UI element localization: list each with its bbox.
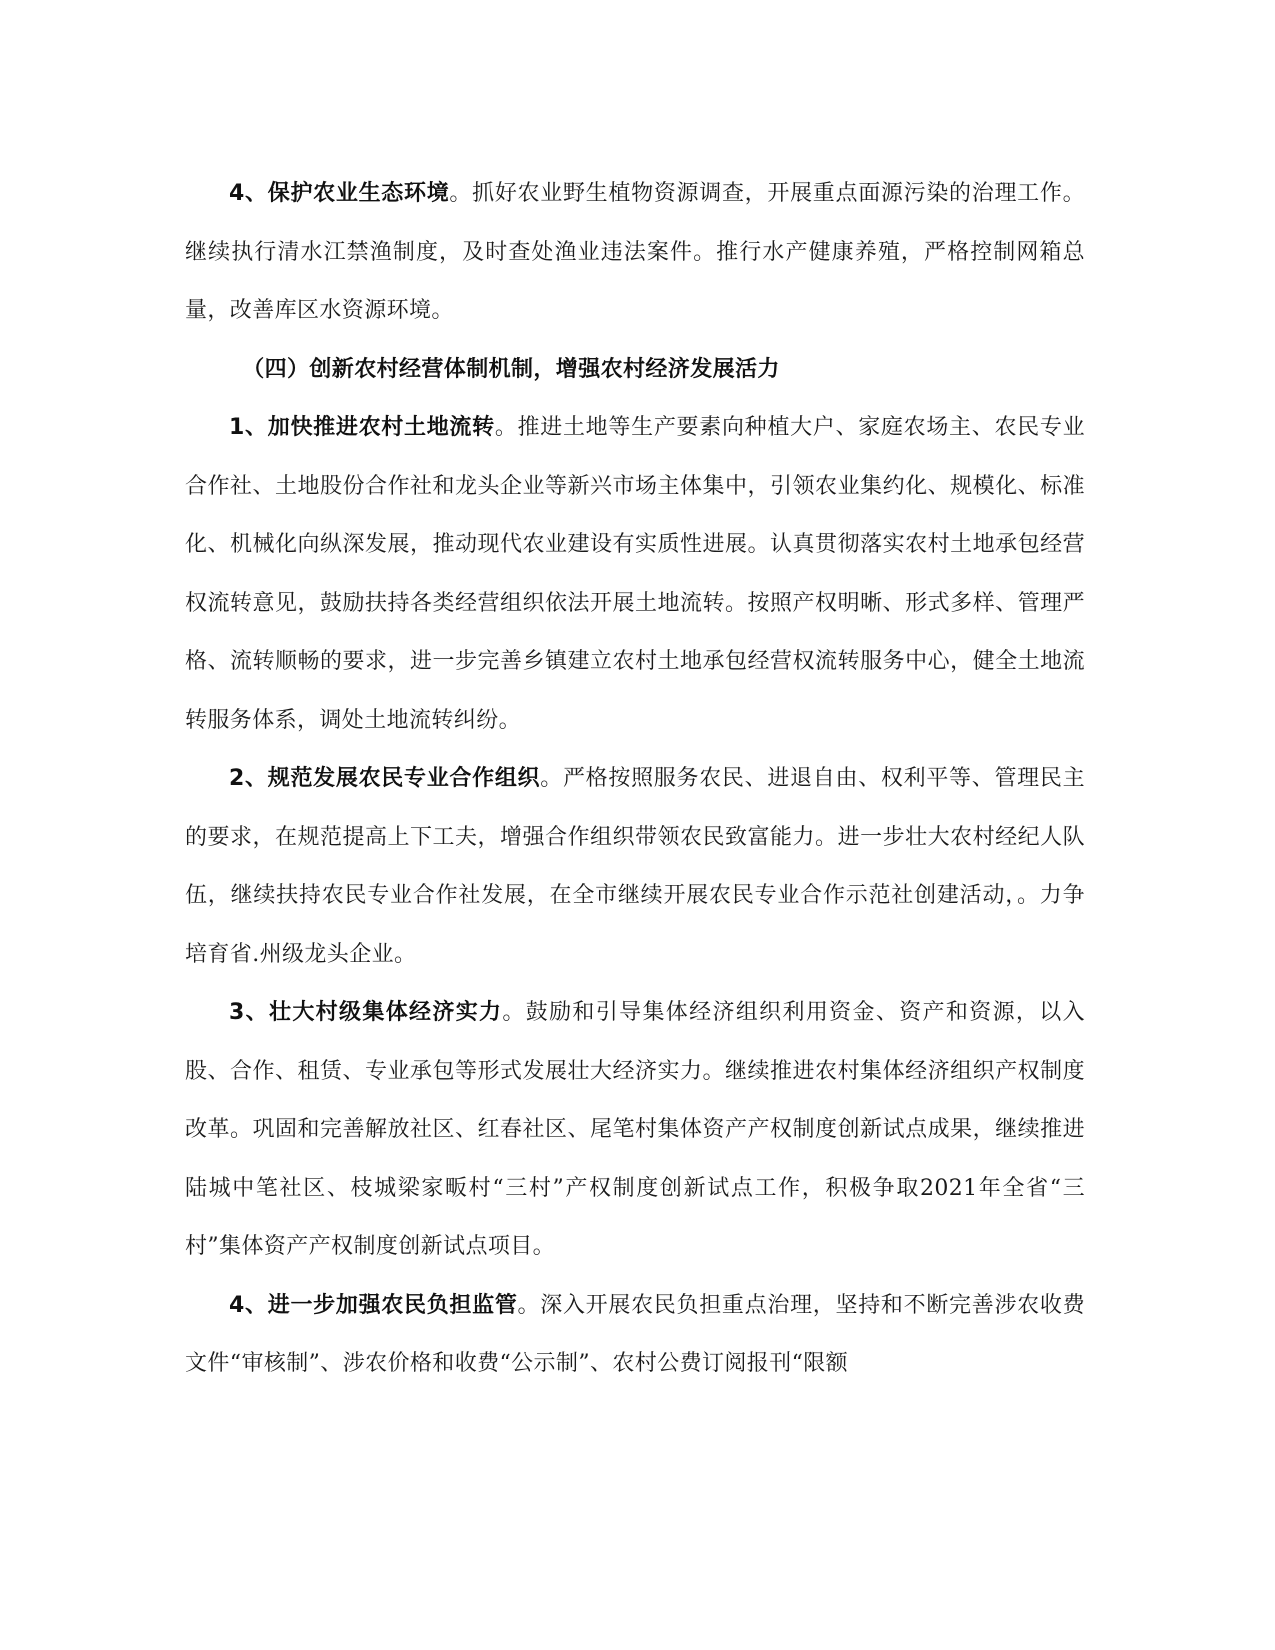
paragraph-text: 。深入开展农民负担重点治理，坚持和不断完善涉农收费文件“审核制”、涉农价格和收费“公示制”、农村公费订阅报刊“限额 xyxy=(185,1292,1085,1376)
section-heading-text: （四）创新农村经营体制机制，增强农村经济发展活力 xyxy=(242,356,780,382)
paragraph-text: 。鼓励和引导集体经济组织利用资金、资产和资源，以入股、合作、租赁、专业承包等形式发展壮大经济实力。继续推进农村集体经济组织产权制度改革。巩固和完善解放社区、红春社区、尾笔村集体资产产权制度创新试点成果，继续推进陆城中笔社区、枝城梁家畈村“三村”产权制度创新试点工作，积极争取2021年全省“三村”集体资产产权制度创新试点项目。 xyxy=(185,1000,1085,1259)
paragraph-lead: 1、加快推进农村土地流转 xyxy=(229,415,495,440)
paragraph-land-transfer xyxy=(185,399,1085,750)
section-heading xyxy=(185,341,1085,400)
paragraph-collective-economy xyxy=(185,984,1085,1277)
document-body xyxy=(185,165,1085,1394)
paragraph-cooperatives xyxy=(185,750,1085,984)
paragraph-ecology xyxy=(185,165,1085,341)
paragraph-text: 。抓好农业野生植物资源调查，开展重点面源污染的治理工作。继续执行清水江禁渔制度，及时查处渔业违法案件。推行水产健康养殖，严格控制网箱总量，改善库区水资源环境。 xyxy=(185,181,1086,323)
paragraph-lead: 4、保护农业生态环境 xyxy=(229,181,450,206)
paragraph-lead: 4、进一步加强农民负担监管 xyxy=(229,1292,518,1318)
paragraph-text: 。推进土地等生产要素向种植大户、家庭农场主、农民专业合作社、土地股份合作社和龙头企业等新兴市场主体集中，引领农业集约化、规模化、标准化、机械化向纵深发展，推动现代农业建设有实质性进展。认真贯彻落实农村土地承包经营权流转意见，鼓励扶持各类经营组织依法开展土地流转。按照产权明晰、形式多样、管理严格、流转顺畅的要求，进一步完善乡镇建立农村土地承包经营权流转服务中心，健全土地流转服务体系，调处土地流转纠纷。 xyxy=(185,415,1086,733)
paragraph-farmer-burden xyxy=(185,1277,1085,1394)
paragraph-lead: 3、壮大村级集体经济实力 xyxy=(229,1000,503,1025)
paragraph-lead: 2、规范发展农民专业合作组织 xyxy=(229,766,541,791)
paragraph-text: 。严格按照服务农民、进退自由、权利平等、管理民主的要求，在规范提高上下工夫，增强合作组织带领农民致富能力。进一步壮大农村经纪人队伍，继续扶持农民专业合作社发展，在全市继续开展农民专业合作示范社创建活动，。力争培育省.州级龙头企业。 xyxy=(185,766,1085,967)
